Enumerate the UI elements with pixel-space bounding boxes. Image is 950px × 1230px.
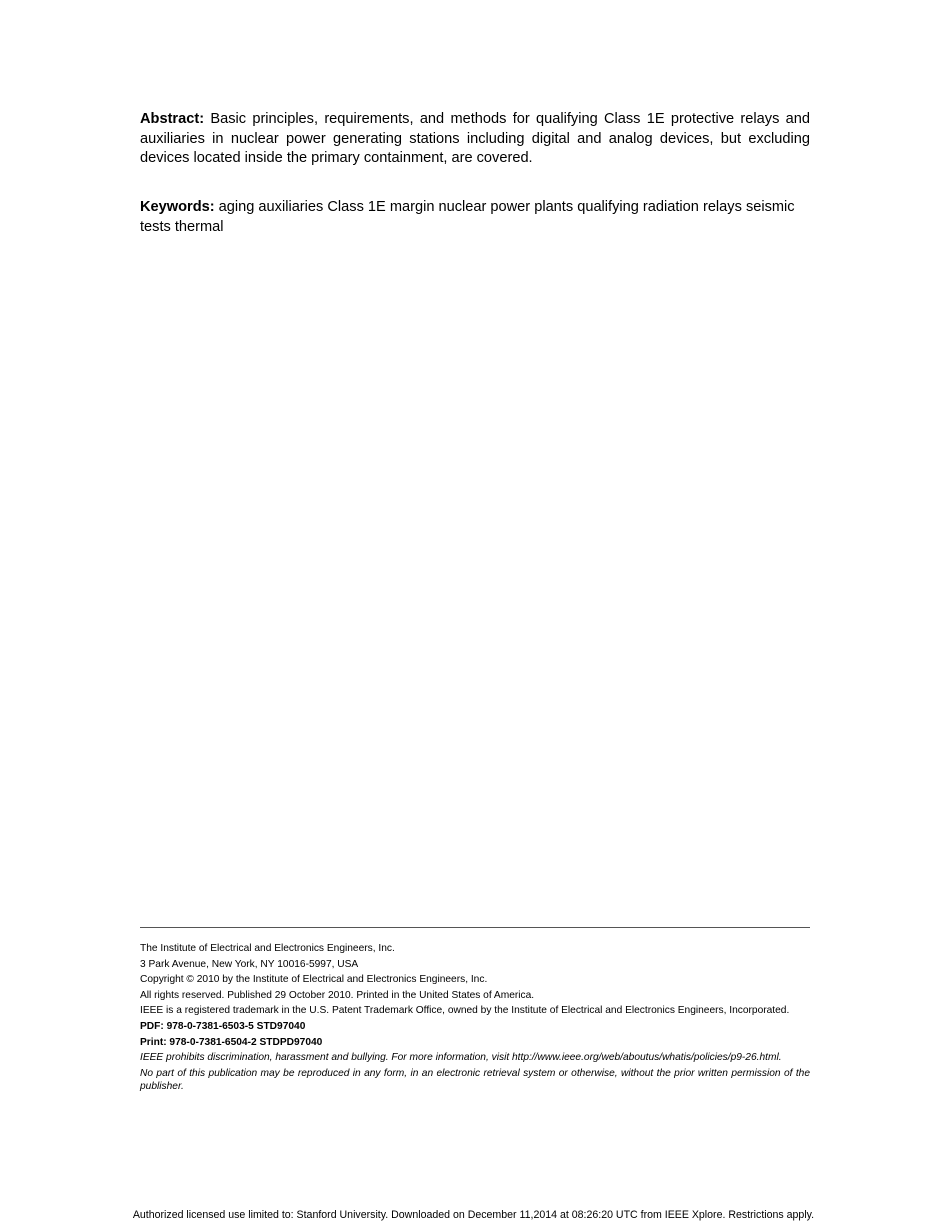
- rights-line: All rights reserved. Published 29 October 2010. Printed in the United States of America.: [140, 989, 535, 1001]
- copyright-line: Copyright © 2010 by the Institute of Electrical and Electronics Engineers, Inc.: [140, 974, 488, 986]
- copyright-footer: [140, 942, 810, 1096]
- keywords-paragraph: [140, 198, 810, 237]
- abstract-text: Basic principles, requirements, and methods for qualifying Class 1E protective relays and auxiliaries in nuclear power generating stations including digital and analog devices, but excluding devices located inside the primary containment, are covered.: [140, 111, 810, 166]
- abstract-paragraph: [140, 110, 810, 169]
- keywords-label: Keywords:: [140, 199, 215, 215]
- reproduction-notice: No part of this publication may be reproduced in any form, in an electronic retrieval system or otherwise, without the prior written permission of the publisher.: [140, 1067, 810, 1093]
- footer-divider: [140, 927, 810, 928]
- keywords-text: aging auxiliaries Class 1E margin nuclear power plants qualifying radiation relays seismic tests thermal: [140, 199, 795, 235]
- print-isbn: Print: 978-0-7381-6504-2 STDPD97040: [140, 1036, 323, 1048]
- publisher-address: 3 Park Avenue, New York, NY 10016-5997, USA: [140, 958, 359, 970]
- publisher-name: The Institute of Electrical and Electronics Engineers, Inc.: [140, 943, 395, 954]
- pdf-isbn: PDF: 978-0-7381-6503-5 STD97040: [140, 1020, 306, 1032]
- policy-notice: IEEE prohibits discrimination, harassment and bullying. For more information, visit http://www.ieee.org/web/aboutus/whatis/policies/p9-26.html.: [140, 1052, 782, 1064]
- trademark-notice: IEEE is a registered trademark in the U.S. Patent Trademark Office, owned by the Institute of Electrical and Electronics Engineers, Incorporated.: [140, 1005, 790, 1017]
- authorized-use-notice: Authorized licensed use limited to: Stanford University. Downloaded on December 11,2014 at 08:26:20 UTC from IEEE Xplore. Restrictions apply.: [132, 1209, 815, 1221]
- abstract-label: Abstract:: [140, 111, 205, 127]
